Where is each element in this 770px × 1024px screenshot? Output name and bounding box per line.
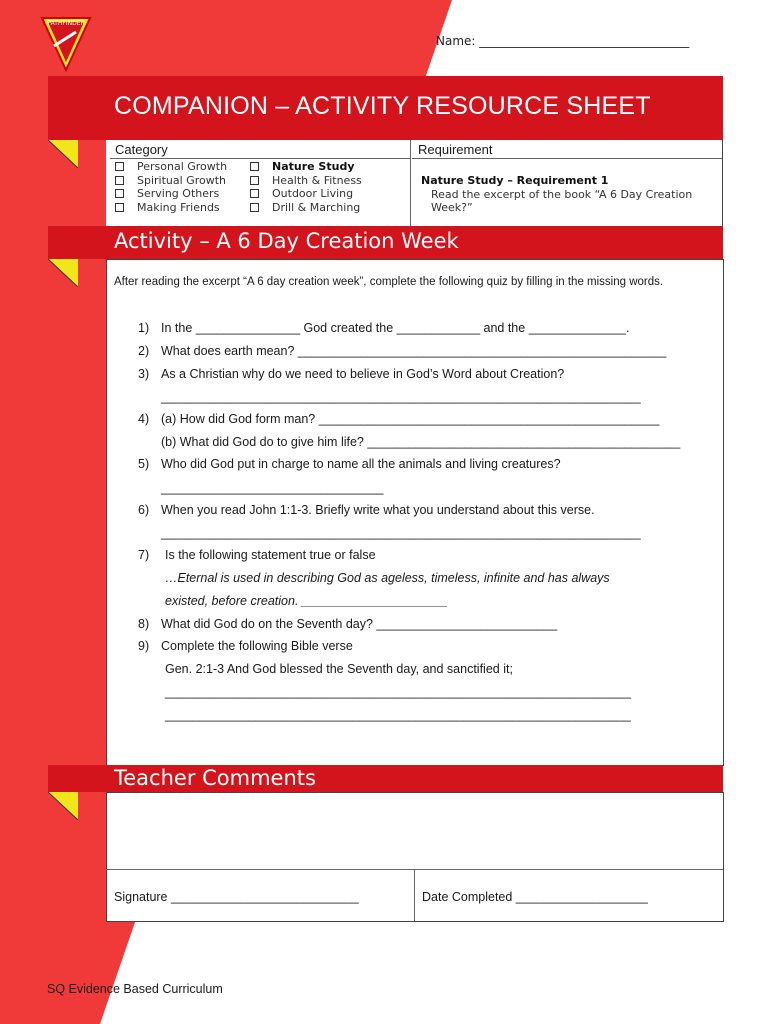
question-text[interactable]: (b) What did God do to give him life? _____________________________________________ xyxy=(161,435,681,449)
question-text[interactable]: _____________________________________________________________________ xyxy=(161,390,641,404)
signature-divider xyxy=(414,869,415,921)
requirement-heading: Requirement xyxy=(418,142,493,157)
question-number: 2) xyxy=(138,344,150,358)
question-text[interactable]: In the _______________ God created the ____________ and the ______________. xyxy=(161,321,630,335)
question-number: 9) xyxy=(138,639,150,653)
category-option[interactable] xyxy=(250,174,362,188)
checkbox[interactable] xyxy=(115,203,124,212)
question-number: 6) xyxy=(138,503,150,517)
activity-bar xyxy=(48,226,723,259)
name-field[interactable]: Name: ___________________________________ xyxy=(436,34,690,48)
requirement-underline xyxy=(412,158,722,159)
question-number: 8) xyxy=(138,617,150,631)
requirement-title: Nature Study – Requirement 1 xyxy=(421,174,609,187)
question-number: 7) xyxy=(138,548,150,562)
category-list-2 xyxy=(250,160,362,214)
checkbox[interactable] xyxy=(250,162,259,171)
category-list-1 xyxy=(115,160,227,214)
title-bar xyxy=(48,76,723,140)
question-text[interactable]: Is the following statement true or false xyxy=(165,548,376,562)
page-title: COMPANION – ACTIVITY RESOURCE SHEET xyxy=(114,92,651,120)
question-text[interactable]: When you read John 1:1-3. Briefly write what you understand about this verse. xyxy=(161,503,595,517)
yellow-corner-icon xyxy=(48,259,78,287)
question-number: 3) xyxy=(138,367,150,381)
category-label: Personal Growth xyxy=(137,160,228,173)
teacher-bar xyxy=(48,765,723,792)
question-text[interactable]: As a Christian why do we need to believe in God’s Word about Creation? xyxy=(161,367,565,381)
question-text[interactable]: ___________________________________________________________________ xyxy=(165,708,631,722)
date-completed-field[interactable]: Date Completed ___________________ xyxy=(422,890,648,904)
question-text[interactable]: …Eternal is used in describing God as ageless, timeless, infinite and has always xyxy=(165,571,610,585)
category-label: Health & Fitness xyxy=(272,173,362,187)
requirement-line-1: Read the excerpt of the book “A 6 Day Creation xyxy=(431,187,693,201)
category-option[interactable] xyxy=(250,201,362,215)
checkbox[interactable] xyxy=(250,203,259,212)
question-text[interactable]: Gen. 2:1-3 And God blessed the Seventh day, and sanctified it; xyxy=(165,662,513,676)
panel-divider xyxy=(410,140,411,226)
question-text[interactable]: What does earth mean? _____________________________________________________ xyxy=(161,344,667,358)
checkbox[interactable] xyxy=(250,176,259,185)
category-label: Outdoor Living xyxy=(272,187,354,200)
question-number: 4) xyxy=(138,412,150,426)
category-label: Drill & Marching xyxy=(272,200,361,214)
question-text[interactable]: ___________________________________________________________________ xyxy=(165,685,631,699)
category-underline xyxy=(110,158,410,159)
question-text[interactable]: (a) How did God form man? _________________________________________________ xyxy=(161,412,660,426)
category-label: Serving Others xyxy=(137,187,220,200)
question-number: 1) xyxy=(138,321,150,335)
category-label: Spiritual Growth xyxy=(137,173,226,187)
logo-text: PATHFINDER xyxy=(47,20,85,27)
checkbox[interactable] xyxy=(250,189,259,198)
yellow-corner-icon xyxy=(48,792,78,820)
question-number: 5) xyxy=(138,457,150,471)
checkbox[interactable] xyxy=(115,189,124,198)
question-text[interactable]: What did God do on the Seventh day? __________________________ xyxy=(161,617,558,631)
category-option[interactable] xyxy=(250,160,362,174)
question-text[interactable]: Complete the following Bible verse xyxy=(161,639,353,653)
activity-heading: Activity – A 6 Day Creation Week xyxy=(114,229,459,253)
activity-intro: After reading the excerpt “A 6 day creation week”, complete the following quiz by filling in the missing words. xyxy=(114,276,664,288)
requirement-text xyxy=(421,174,711,215)
pathfinder-logo-icon xyxy=(40,16,92,72)
question-text[interactable]: _____________________________________________________________________ xyxy=(161,526,641,540)
category-option[interactable] xyxy=(115,174,227,188)
footer-text: SQ Evidence Based Curriculum xyxy=(47,982,223,996)
checkbox[interactable] xyxy=(115,162,124,171)
question-text[interactable]: Who did God put in charge to name all the animals and living creatures? xyxy=(161,457,561,471)
signature-field[interactable]: Signature ___________________________ xyxy=(114,890,359,904)
requirement-line-2: Week?” xyxy=(431,201,473,214)
yellow-corner-icon xyxy=(48,140,78,168)
category-label: Making Friends xyxy=(137,200,220,214)
teacher-heading: Teacher Comments xyxy=(114,766,316,790)
category-option[interactable] xyxy=(115,187,227,201)
category-option[interactable] xyxy=(115,201,227,215)
category-option[interactable] xyxy=(115,160,227,174)
category-option[interactable] xyxy=(250,187,362,201)
category-heading: Category xyxy=(115,142,168,157)
category-label-selected: Nature Study xyxy=(272,160,355,173)
checkbox[interactable] xyxy=(115,176,124,185)
question-text[interactable]: existed, before creation. _____________________ xyxy=(165,594,448,608)
question-text[interactable]: ________________________________ xyxy=(161,481,384,495)
